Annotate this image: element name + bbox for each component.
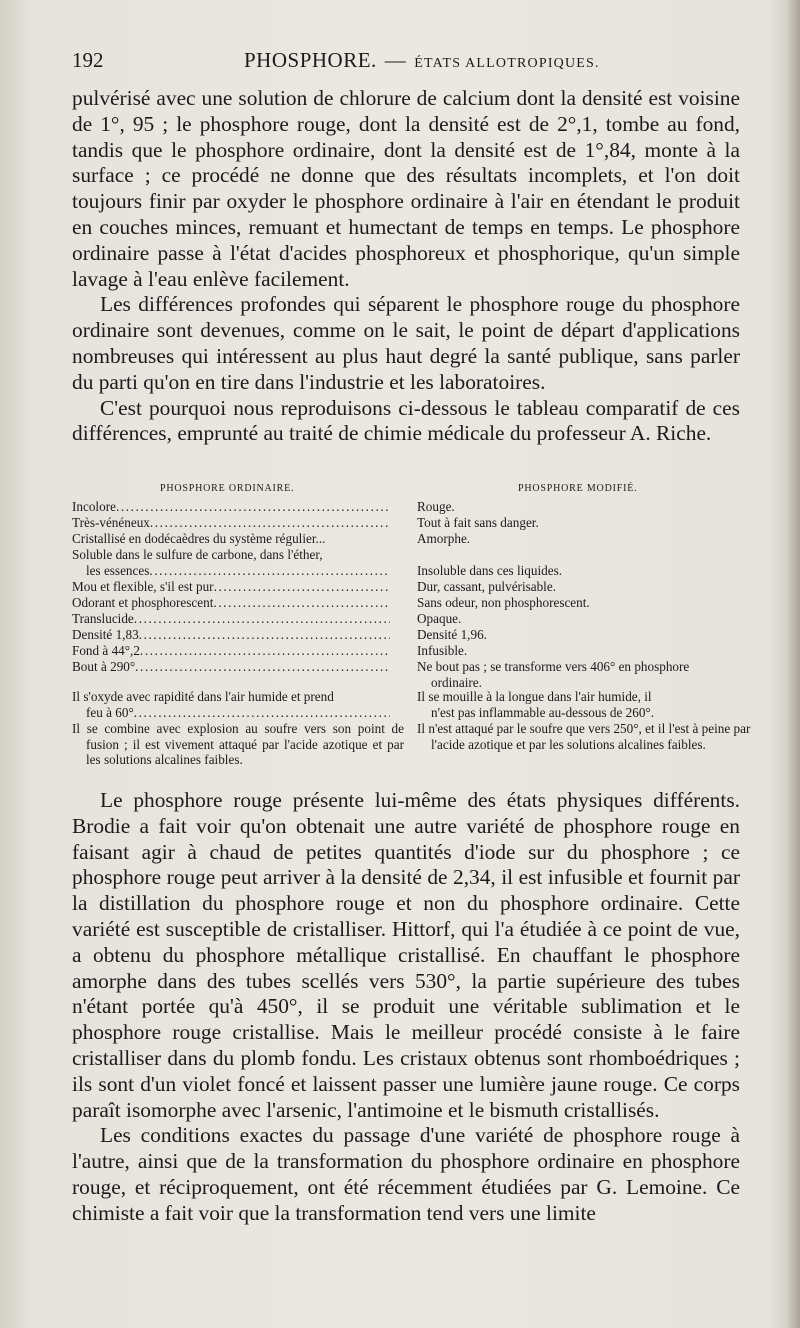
table-cell-right: Opaque. [417,611,462,626]
running-title [244,48,600,73]
dot-leader [140,643,390,659]
dot-leader [214,579,390,595]
page-number: 192 [72,48,104,72]
table-cell-left: Il s'oxyde avec rapidité dans l'air humide et prend feu à 60° ..... [72,689,390,720]
table-cell-right: Sans odeur, non phosphorescent. [417,595,590,610]
column-header-modified: PHOSPHORE MODIFIÉ. [518,483,638,494]
table-cell-right: Densité 1,96. [417,627,487,642]
table-cell-left: Mou et flexible, s'il est pur ..... [72,579,390,595]
table-cell-right: Ne bout pas ; se transforme vers 406° en phosphore ordinaire. [417,659,690,690]
running-title-sub: ÉTATS ALLOTROPIQUES. [414,56,600,71]
dot-leader [139,627,390,643]
column-header-ordinary: PHOSPHORE ORDINAIRE. [160,483,295,494]
dot-leader [150,515,390,531]
table-cell-right: Il se mouille à la longue dans l'air humide, il n'est pas inflammable au-dessous de 260°. [417,689,654,720]
table-cell-right: Amorphe. [417,531,471,546]
paragraph: C'est pourquoi nous reproduisons ci-dessous le tableau comparatif de ces différences, emprunté au traité de chimie médicale du professeur A. Riche. [72,395,740,446]
table-cell-left: Odorant et phosphorescent ..... [72,595,390,611]
table-cell-right: Dur, cassant, pulvérisable. [417,579,556,594]
table-cell-left: Fond à 44°,2 ..... [72,643,390,659]
dot-leader [134,705,390,721]
table-cell-right: Infusible. [417,643,468,658]
table-cell-left: Il se combine avec explosion au soufre vers son point de fusion ; il est vivement attaqué par l'acide azotique et par les solutions alcalines faibles. [72,721,404,768]
dot-leader [135,659,390,675]
table-cell-right: Tout à fait sans danger. [417,515,539,530]
table-cell-left: Translucide ..... [72,611,390,627]
table-cell-right: Il n'est attaqué par le soufre que vers 250°, et il l'est à peine par l'acide azotique et par les solutions alcalines faibles. [417,721,751,752]
page-edge [788,0,800,1328]
text-block-top [72,86,740,447]
text-block-bottom [72,788,740,1227]
table-cell-left: Soluble dans le sulfure de carbone, dans l'éther, les essences ..... [72,547,390,578]
dot-leader [116,499,390,515]
table-cell-left: Très-vénéneux ..... [72,515,390,531]
table-cell-right: Rouge. [417,499,455,514]
running-title-main: PHOSPHORE. [244,48,377,72]
dot-leader [213,595,390,611]
table-cell-left: Bout à 290° ..... [72,659,390,675]
table-cell-right: Insoluble dans ces liquides. [417,563,563,578]
dot-leader [134,611,390,627]
paragraph: Les conditions exactes du passage d'une variété de phosphore rouge à l'autre, ainsi que de la transformation du phosphore ordinaire en phosphore rouge, et réciproquement, ont été récemment étudiées par G. Lemoine. Ce chimiste a fait voir que la transformation tend vers une limite [72,1123,740,1225]
title-dash: — [384,48,407,72]
running-header [72,48,742,74]
dot-leader [149,563,390,579]
table-cell-left: Densité 1,83 ..... [72,627,390,643]
table-cell-left: Incolore ..... [72,499,390,515]
paragraph: Le phosphore rouge présente lui-même des états physiques différents. Brodie a fait voir qu'on obtenait une autre variété de phosphore rouge en faisant agir à chaud de petites quantités d'iode sur du phosphore ; ce phosphore rouge peut arriver à la densité de 2,34, il est infusible et fournit par la distillation du phosphore rouge et non du phosphore ordinaire. Cette variété est susceptible de cristalliser. Hittorf, qui l'a étudiée à ce point de vue, a obtenu du phosphore métallique cristallisé. En chauffant le phosphore amorphe dans des tubes scellés vers 530°, la partie supérieure des tubes n'étant portée qu'à 450°, il se produit une véritable sublimation et le phosphore rouge cristallise. Mais le meilleur procédé consiste à le faire cristalliser dans du plomb fondu. Les cristaux obtenus sont rhomboédriques ; ils sont d'un violet foncé et laissent passer une lumière jaune rouge. Ce corps paraît isomorphe avec l'arsenic, l'antimoine et le bismuth cristallisés. [72,788,740,1122]
paragraph: pulvérisé avec une solution de chlorure de calcium dont la densité est voisine de 1°, 95 ; le phosphore rouge, dont la densité est de 2°,1, tombe au fond, tandis que le phosphore ordinaire, dont la densité est de 1°,84, monte à la surface ; ce procédé ne donne que des résultats incomplets, et l'on doit toujours finir par oxyder le phosphore ordinaire à l'air en étendant le produit en couches minces, remuant et humectant de temps en temps. Le phosphore ordinaire passe à l'état d'acides phosphoreux et phosphorique, qu'un simple lavage à l'eau enlève facilement. [72,86,740,291]
paragraph: Les différences profondes qui séparent le phosphore rouge du phosphore ordinaire sont devenues, comme on le sait, le point de départ d'applications nombreuses qui intéressent au plus haut degré la santé publique, sans parler du parti qu'on en tire dans l'industrie et les laboratoires. [72,292,740,394]
table-cell-left: Cristallisé en dodécaèdres du système régulier... [72,531,326,546]
